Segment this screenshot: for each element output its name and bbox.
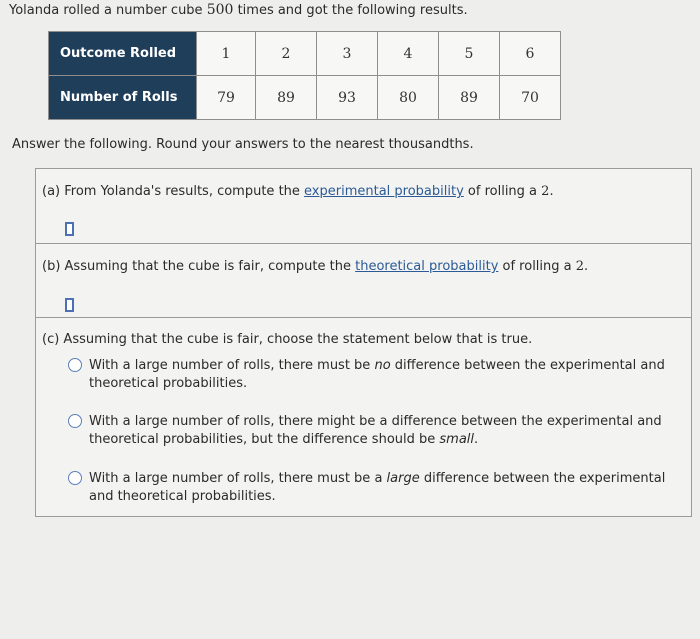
rolls-cell: 93 [317, 76, 378, 120]
rolls-cell: 70 [500, 76, 561, 120]
part-b [36, 243, 691, 318]
option-1-emphasis: no [374, 358, 391, 373]
option-3-text-b: difference between the experimental and theoretical probabilities. [89, 471, 666, 504]
option-1-text-b: difference between the experimental and theoretical probabilities. [89, 358, 665, 391]
part-b-end: . [584, 259, 589, 274]
question-panel [35, 168, 692, 517]
rolls-row [49, 76, 561, 120]
answer-input-a[interactable] [65, 222, 74, 236]
part-c-question: (c) Assuming that the cube is fair, choose the statement below that is true. [42, 332, 533, 347]
rolls-cell: 79 [197, 76, 256, 120]
part-a-number: 2 [541, 184, 550, 199]
part-b-suffix: of rolling a [498, 259, 576, 274]
part-a [36, 169, 691, 243]
instruction-text: Answer the following. Round your answers to the nearest thousandths. [12, 137, 474, 152]
theoretical-probability-link[interactable]: theoretical probability [355, 259, 499, 274]
option-3-text [89, 470, 688, 506]
radio-option-2[interactable] [68, 414, 82, 428]
rolls-cell: 89 [256, 76, 317, 120]
part-a-prefix: (a) From Yolanda's results, compute the [42, 184, 305, 199]
outcome-cell: 1 [197, 32, 256, 76]
outcome-cell: 5 [439, 32, 500, 76]
outcome-header: Outcome Rolled [49, 32, 197, 76]
option-1-text [89, 357, 688, 393]
part-b-prefix: (b) Assuming that the cube is fair, compute the [42, 259, 356, 274]
rolls-header: Number of Rolls [49, 76, 197, 120]
rolls-cell: 80 [378, 76, 439, 120]
results-table [48, 31, 561, 120]
option-2-text-a: With a large number of rolls, there might be a difference between the experimental and theoretical probabilities, but the difference should be [89, 414, 662, 447]
part-a-question [42, 184, 554, 199]
part-c [36, 317, 691, 517]
radio-option-1[interactable] [68, 358, 82, 372]
rolls-cell: 89 [439, 76, 500, 120]
outcome-cell: 4 [378, 32, 439, 76]
outcome-cell: 2 [256, 32, 317, 76]
part-b-question [42, 259, 588, 274]
part-a-end: . [549, 184, 554, 199]
radio-option-3[interactable] [68, 471, 82, 485]
answer-input-b[interactable] [65, 298, 74, 312]
intro-text-before: Yolanda rolled a number cube [9, 3, 207, 18]
roll-count: 500 [206, 2, 234, 18]
part-b-number: 2 [575, 259, 585, 274]
option-3-text-a: With a large number of rolls, there must be a [89, 471, 387, 486]
option-2-text [89, 413, 688, 449]
intro-text-after: times and got the following results. [233, 3, 468, 18]
option-3-emphasis: large [386, 471, 420, 486]
part-a-suffix: of rolling a [463, 184, 542, 199]
outcome-row [49, 32, 561, 76]
outcome-cell: 6 [500, 32, 561, 76]
problem-statement [9, 2, 468, 18]
outcome-cell: 3 [317, 32, 378, 76]
experimental-probability-link[interactable]: experimental probability [304, 184, 464, 199]
option-2-emphasis: small [439, 432, 475, 447]
option-2-text-b: . [474, 432, 479, 447]
option-1-text-a: With a large number of rolls, there must be [89, 358, 375, 373]
